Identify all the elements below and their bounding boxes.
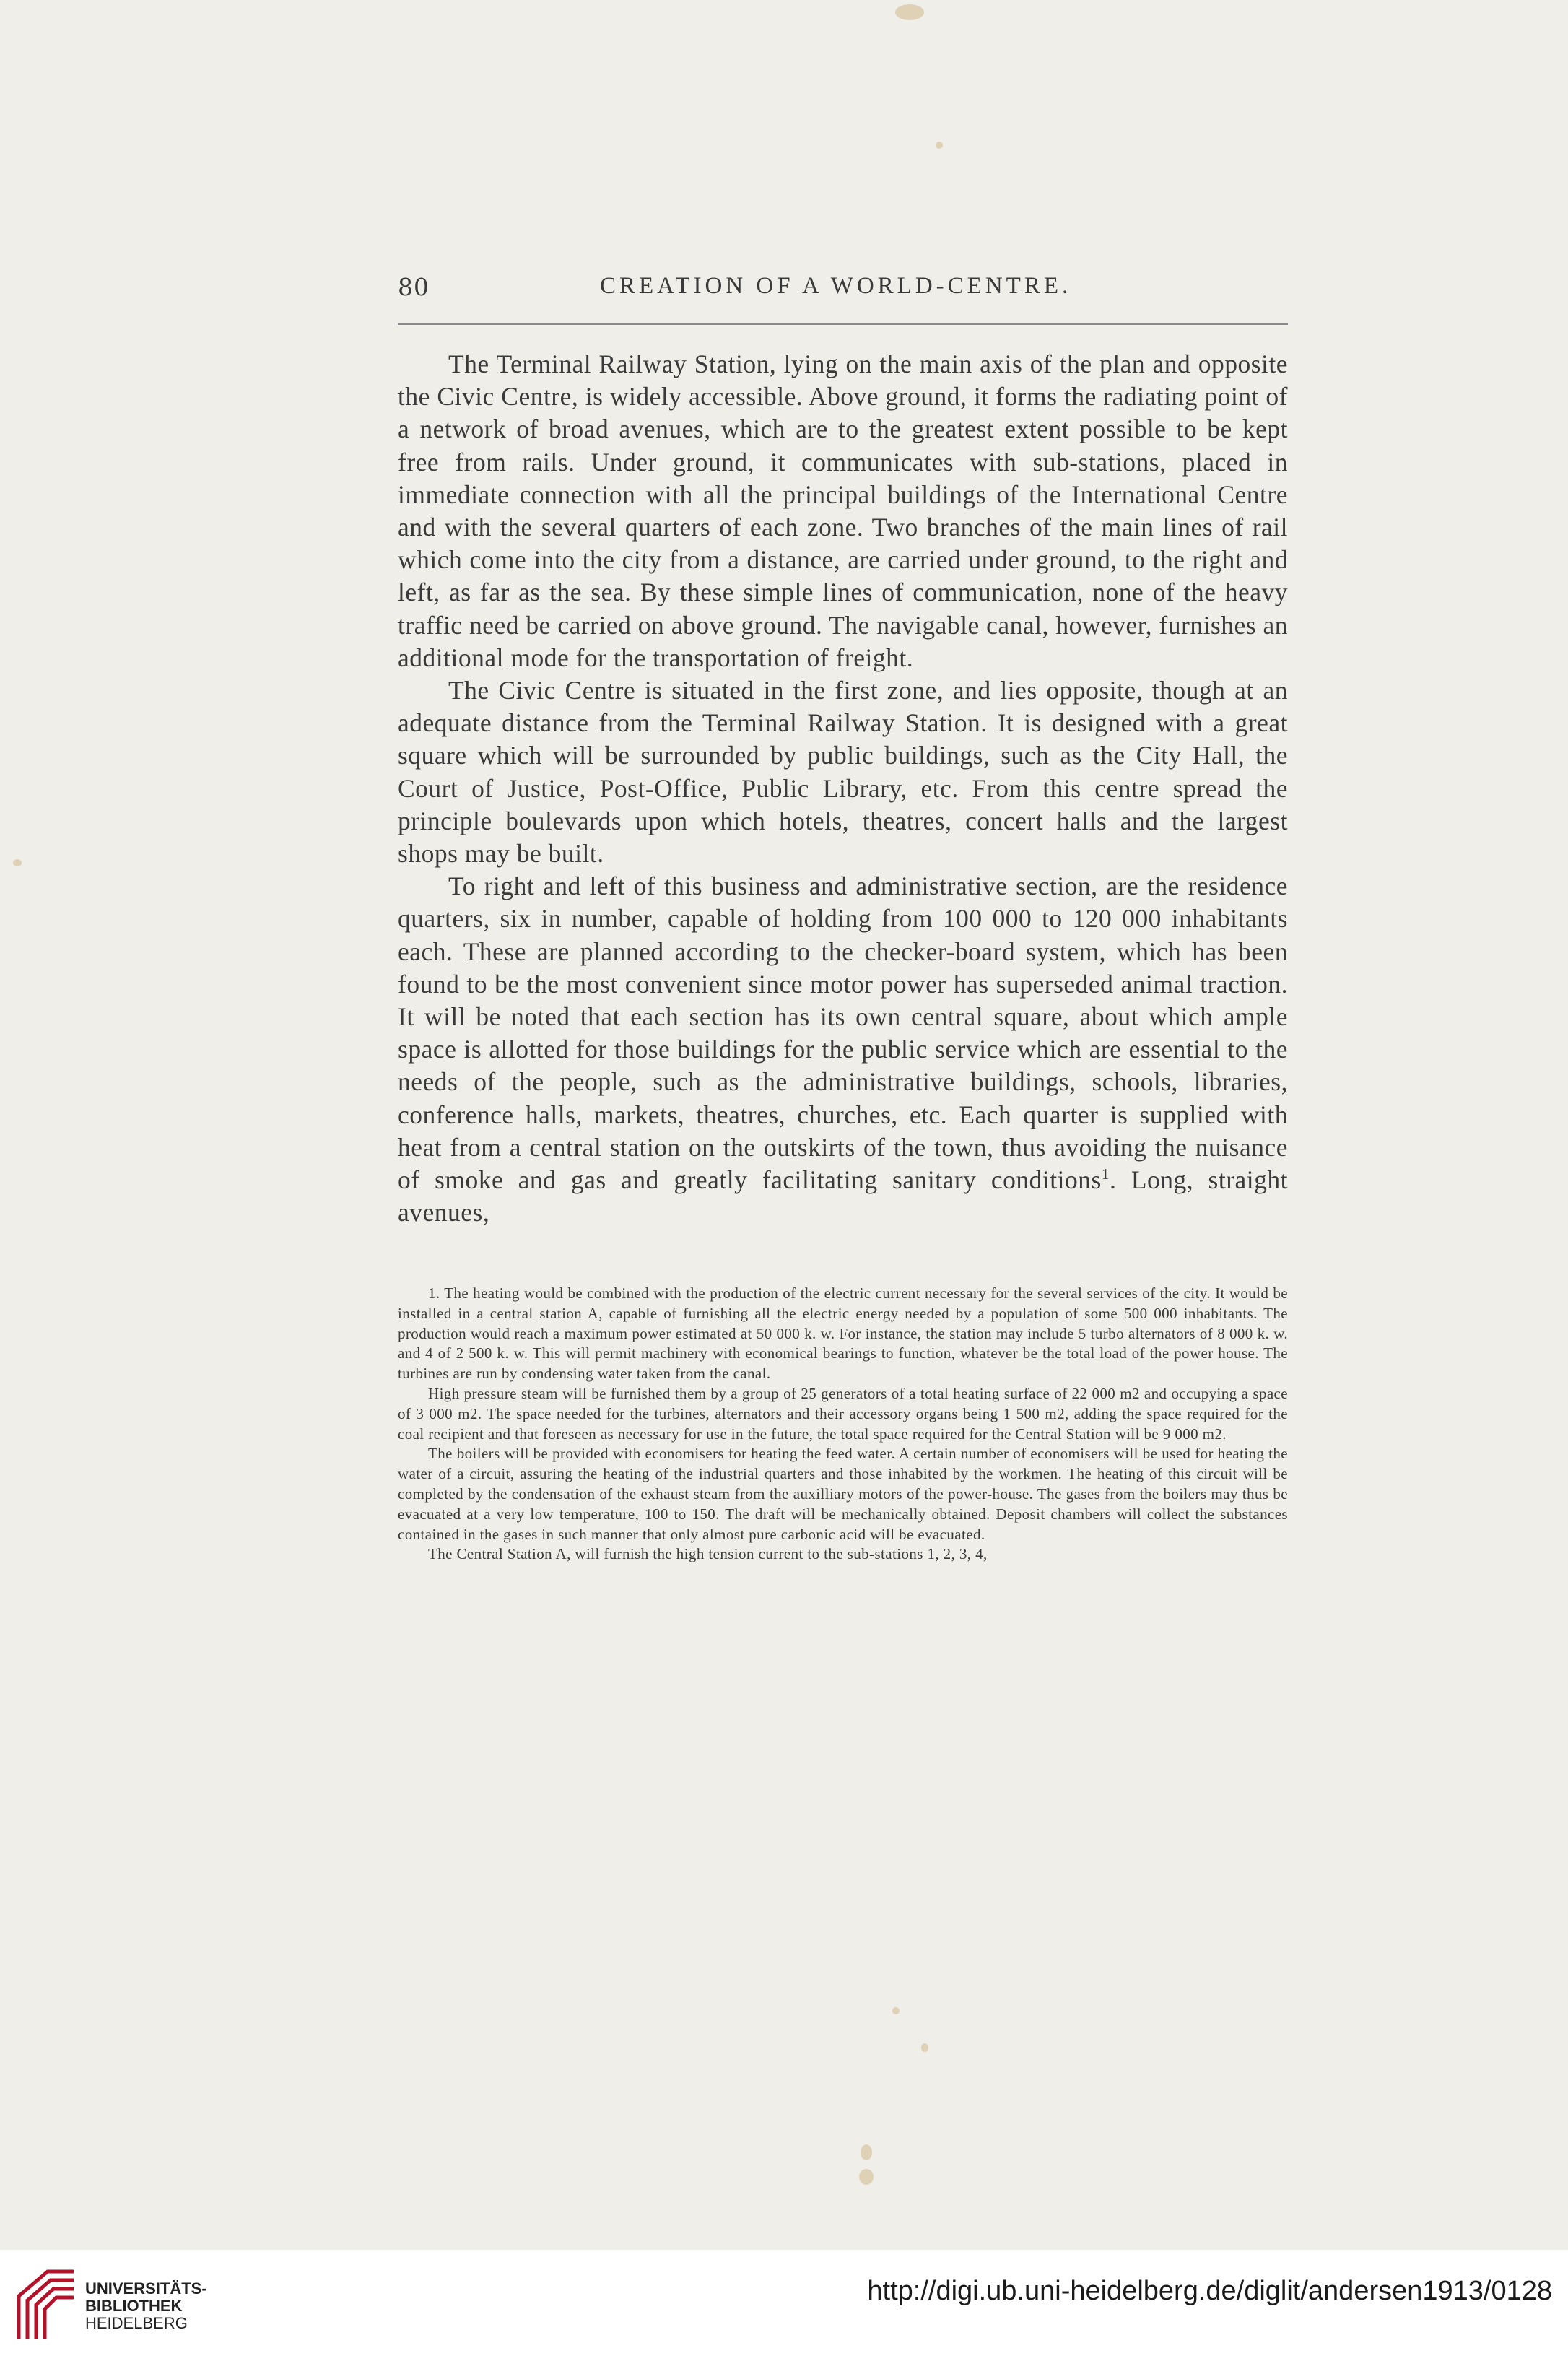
paragraph: The Civic Centre is situated in the first zone, and lies opposite, though at an adequate distance from the Terminal Railway Station. It is designed with a great square which will be surrounded by public buildings, such as the City Hall, the Court of Justice, Post-Office, Public Library, etc. From this centre spread the principle boulevards upon which hotels, theatres, concert halls and the largest shops may be built. — [398, 676, 1288, 869]
library-name — [85, 2280, 207, 2332]
footnote: 1. The heating would be combined with the production of the electric current necessary for the several services of the city. It would be installed in a central station A, capable of furnishing all the electric energy needed by a population of some 500 000 inhabitants. The production would reach a maximum power estimated at 50 000 k. w. For instance, the station may include 5 turbo alternators of 8 000 k. w. and 4 of 2 500 k. w. This will permit machinery with economical bearings to function, whatever be the total load of the power house. The turbines are run by condensing water taken from the canal. — [398, 1284, 1288, 1383]
library-logo-icon — [12, 2267, 77, 2345]
header-rule — [398, 323, 1288, 325]
permalink-url[interactable]: http://digi.ub.uni-heidelberg.de/diglit/andersen1913/0128 — [867, 2276, 1552, 2306]
library-name-line: HEIDELBERG — [85, 2314, 188, 2332]
paragraph: The Terminal Railway Station, lying on the main axis of the plan and opposite the Civic Centre, is widely accessible. Above ground, it forms the radiating point of a network of broad avenues, which are to the greatest extent possible to be kept free from rails. Under ground, it communicates with sub-stations, placed in immediate connection with all the principal buildings of the International Centre and with the several quarters of each zone. Two branches of the main lines of rail which come into the city from a distance, are carried under ground, to the right and left, as far as the sea. By these simple lines of communication, none of the heavy traffic need be carried on above ground. The navigable canal, however, furnishes an additional mode for the transportation of freight. — [398, 349, 1288, 672]
paragraph-text-tail: . Long, straight avenues, — [398, 1165, 1288, 1227]
paper-stain — [921, 2043, 928, 2052]
footer-bar — [0, 2250, 1568, 2361]
paragraph — [398, 870, 1288, 1229]
library-name-line: BIBLIOTHEK — [85, 2297, 183, 2315]
paper-stain — [13, 859, 22, 866]
page-title: CREATION OF A WORLD-CENTRE. — [600, 273, 1072, 299]
paper-stain — [936, 142, 943, 149]
paper-stain — [861, 2144, 872, 2160]
body-text — [398, 348, 1288, 1229]
paper-stain — [859, 2169, 874, 2185]
footnote: The Central Station A, will furnish the high tension current to the sub-stations 1, 2, 3, 4, — [428, 1545, 988, 1563]
footnote-marker[interactable]: 1 — [1101, 1165, 1110, 1183]
library-name-line: UNIVERSITÄTS- — [85, 2279, 207, 2297]
footnote: The boilers will be provided with economisers for heating the feed water. A certain number of economisers will be used for heating the water of a circuit, assuring the heating of the industrial quarters and those inhabited by the workmen. The heating of this circuit will be completed by the condensation of the exhaust steam from the auxilliary motors of the power-house. The gases from the boilers may thus be evacuated at a very low temperature, 100 to 150. The draft will be mechanically obtained. Deposit chambers will collect the substances contained in the gases in such manner that only almost pure carbonic acid will be evacuated. — [398, 1445, 1288, 1543]
paper-stain — [892, 2007, 900, 2014]
running-head — [398, 273, 1288, 316]
paper-stain — [895, 4, 924, 20]
paragraph-text: To right and left of this business and administrative section, are the residence quarters, six in number, capable of holding from 100 000 to 120 000 inhabitants each. These are planned according to the checker-board system, which has been found to be the most convenient since motor power has superseded animal traction. It will be noted that each section has its own central square, about which ample space is allotted for those buildings for the public service which are essential to the needs of the people, such as the administrative buildings, schools, libraries, conference halls, markets, theatres, churches, etc. Each quarter is supplied with heat from a central station on the outskirts of the town, thus avoiding the nuisance of smoke and gas and greatly facilitating sanitary conditions — [398, 871, 1288, 1195]
page-number: 80 — [398, 273, 430, 301]
footnotes — [398, 1284, 1288, 1565]
footnote: High pressure steam will be furnished them by a group of 25 generators of a total heating surface of 22 000 m2 and occupying a space of 3 000 m2. The space needed for the turbines, alternators and their accessory organs being 1 500 m2, adding the space required for the coal recipient and that foreseen as necessary for use in the future, the total space required for the Central Station will be 9 000 m2. — [398, 1384, 1288, 1443]
